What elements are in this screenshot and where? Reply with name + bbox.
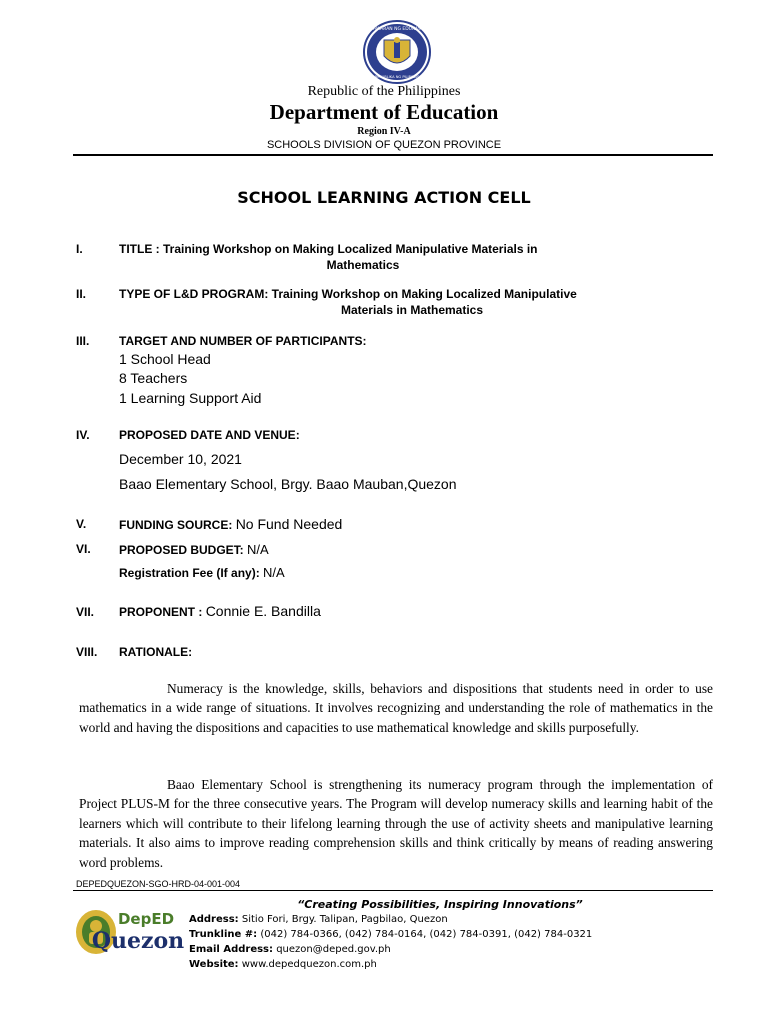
section-number: I.	[76, 242, 83, 256]
rationale-paragraph-text: Baao Elementary School is strengthening its numeracy program through the implementation of Project PLUS-M for the three consecutive years. The Program will develop numeracy skills and learning habit of the learners which will contribute to their lifelong learning through the use of activity sheets and manipulative learning materials. It also aims to improve reading comprehension skills and think critically by means of reading answering word problems.	[79, 777, 713, 870]
logo-quezon-text: Quezon	[91, 928, 185, 954]
funding-source-value: No Fund Needed	[235, 516, 343, 532]
proponent-value: Connie E. Bandilla	[205, 603, 321, 619]
proponent-label: PROPONENT :	[119, 605, 203, 619]
trunkline-value: (042) 784-0366, (042) 784-0164, (042) 784-0391, (042) 784-0321	[260, 929, 593, 940]
deped-seal-logo	[356, 20, 438, 84]
website-link[interactable]: www.depedquezon.com.ph	[241, 959, 377, 970]
section-number: VI.	[76, 542, 91, 556]
rationale-paragraph	[79, 679, 713, 737]
email-link[interactable]: quezon@deped.gov.ph	[276, 944, 391, 955]
deped-quezon-logo	[74, 902, 186, 958]
footer-motto: “Creating Possibilities, Inspiring Innovations”	[297, 898, 583, 911]
footer-email	[189, 944, 391, 955]
funding-source-label: FUNDING SOURCE:	[119, 518, 233, 532]
header-divider	[73, 154, 713, 156]
budget-value: N/A	[247, 542, 269, 557]
footer-address	[189, 914, 448, 925]
funding-source-field	[119, 516, 342, 532]
rationale-paragraph-text: Numeracy is the knowledge, skills, behaviors and dispositions that students need in order to use mathematics in a wide range of situations. It involves recognizing and understanding the role of mathematics in the world and having the dispositions and capacities to use mathematical knowledge and skills purposefully.	[79, 681, 713, 735]
republic-heading: Republic of the Philippines	[307, 84, 461, 99]
footer-divider	[73, 890, 713, 891]
section-number: VIII.	[76, 645, 98, 659]
budget-label: PROPOSED BUDGET:	[119, 543, 244, 557]
proposed-date: December 10, 2021	[119, 451, 242, 467]
footer-trunkline	[189, 929, 592, 940]
registration-fee-label: Registration Fee (If any):	[119, 566, 260, 580]
document-title: SCHOOL LEARNING ACTION CELL	[237, 188, 531, 207]
section-number: III.	[76, 334, 90, 348]
budget-field	[119, 542, 269, 557]
program-type-field: TYPE OF L&D PROGRAM: Training Workshop on Making Localized Manipulative	[119, 287, 577, 301]
section-number: IV.	[76, 428, 90, 442]
rationale-heading: RATIONALE:	[119, 645, 193, 659]
region-heading: Region IV-A	[357, 126, 411, 137]
participants-heading: TARGET AND NUMBER OF PARTICIPANTS:	[119, 334, 367, 348]
title-field: TITLE : Training Workshop on Making Localized Manipulative Materials in	[119, 242, 538, 256]
participant-item: 1 Learning Support Aid	[119, 390, 262, 406]
footer-website	[189, 959, 377, 970]
title-field-continued: Mathematics	[326, 258, 400, 272]
participant-item: 1 School Head	[119, 351, 211, 367]
proponent-field	[119, 603, 321, 619]
registration-fee-value: N/A	[263, 565, 285, 580]
section-number: V.	[76, 517, 87, 531]
registration-fee-field	[119, 565, 285, 580]
address-value: Sitio Fori, Brgy. Talipan, Pagbilao, Quezon	[241, 914, 448, 925]
trunkline-label: Trunkline #:	[189, 929, 258, 940]
address-label: Address:	[189, 914, 239, 925]
participant-item: 8 Teachers	[119, 370, 188, 386]
division-heading: SCHOOLS DIVISION OF QUEZON PROVINCE	[266, 139, 502, 151]
website-label: Website:	[189, 959, 239, 970]
logo-deped-text: DepED	[117, 910, 175, 928]
section-number: II.	[76, 287, 87, 301]
seal-bottom-text: REPUBLIKA NG PILIPINAS	[374, 75, 420, 79]
email-label: Email Address:	[189, 944, 274, 955]
section-number: VII.	[76, 605, 95, 619]
proposed-venue: Baao Elementary School, Brgy. Baao Mauban,Quezon	[119, 476, 457, 492]
seal-ring-text: KAGAWARAN NG EDUKASYON	[363, 27, 431, 32]
date-venue-heading: PROPOSED DATE AND VENUE:	[119, 428, 300, 442]
document-code: DEPEDQUEZON-SGO-HRD-04-001-004	[76, 879, 241, 889]
program-type-continued: Materials in Mathematics	[340, 303, 484, 317]
rationale-paragraph	[79, 775, 713, 872]
department-heading: Department of Education	[269, 100, 499, 124]
